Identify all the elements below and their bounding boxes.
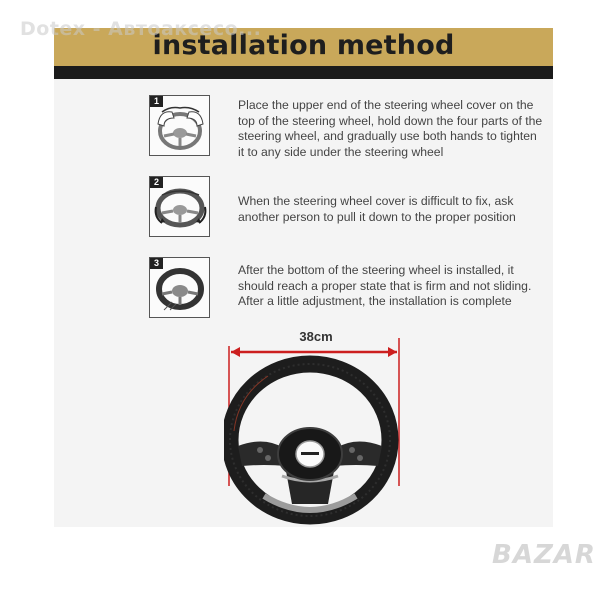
- step-2-number: 2: [150, 177, 163, 188]
- step-1-number: 1: [150, 96, 163, 107]
- step-1-illustration: [149, 95, 210, 156]
- watermark-bottom: BAZAR: [492, 540, 596, 570]
- step-2-illustration: [149, 176, 210, 237]
- step-3-illustration: [149, 257, 210, 318]
- instruction-sheet: [54, 28, 553, 527]
- step-3-text: After the bottom of the steering wheel is installed, it should reach a proper state that is firm and not sliding. After a little adjustment, the installation is complete: [238, 263, 532, 308]
- dimension-label: 38cm: [299, 329, 333, 344]
- page-title: installation method: [152, 30, 455, 61]
- steering-wheel-photo: [224, 336, 424, 531]
- steering-wheel-icon: [224, 336, 424, 526]
- watermark-top: Dotex - Автоаксесо...: [20, 18, 262, 40]
- step-3-number: 3: [150, 258, 163, 269]
- step-1-text: Place the upper end of the steering wheel cover on the top of the steering wheel, hold down the four parts of the steering wheel, and gradually use both hands to tighten it to any side under the steering wheel: [238, 98, 543, 159]
- step-2-text: When the steering wheel cover is difficult to fix, ask another person to pull it down to the proper position: [238, 194, 516, 224]
- header-stripe: [54, 66, 553, 79]
